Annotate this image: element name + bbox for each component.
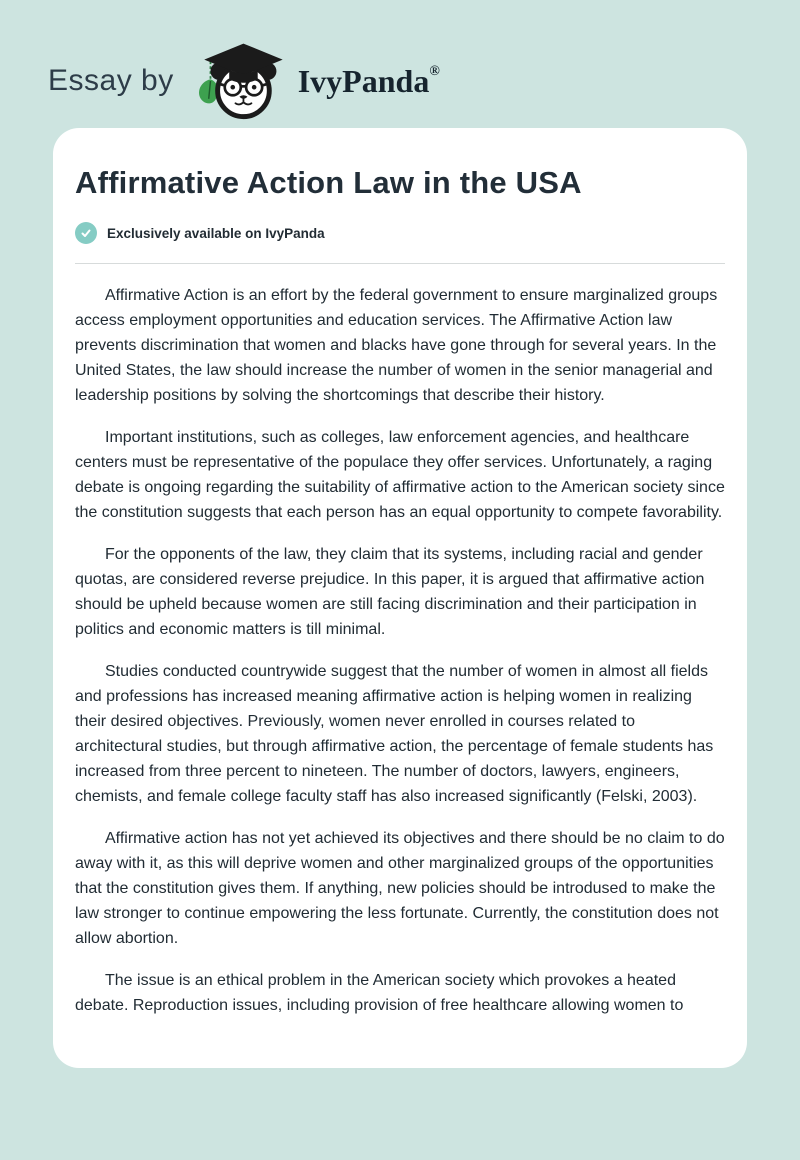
page-title: Affirmative Action Law in the USA [75,165,582,200]
brand-name [298,63,440,100]
exclusive-badge-label: Exclusively available on IvyPanda [107,225,325,241]
essay-paragraph: Studies conducted countrywide suggest that the number of women in almost all fields and professions has increased meaning affirmative action is helping women in realizing their desired objectives. Previously, women never enrolled in courses related to architectural studies, but through affirmative action, the percentage of female students has increased from three percent to nineteen. The number of doctors, lawyers, engineers, chemists, and female college faculty staff has also increased significantly (Felski, 2003). [75,663,714,805]
divider [75,263,725,264]
essay-paragraph: For the opponents of the law, they claim that its systems, including racial and gender quotas, are considered reverse prejudice. In this paper, it is argued that affirmative action should be upheld because women are still facing discrimination and their participation in politics and economic matters is till minimal. [75,546,705,638]
essay-paragraph: Affirmative action has not yet achieved its objectives and there should be no claim to do away with it, as this will deprive women and other marginalized groups of the opportunities that the constitution gives them. If anything, new policies should be introdused to make the law stronger to continue empowering the less fortunate. Currently, the constitution does not allow abortion. [75,830,725,947]
essay-paragraph: The issue is an ethical problem in the American society which provokes a heated debate. Reproduction issues, including provision of free healthcare allowing women to [75,972,684,1014]
exclusive-badge [75,222,725,244]
essay-card [53,128,747,1068]
essay-by-label: Essay by [48,64,174,97]
essay-paragraph: Important institutions, such as colleges, law enforcement agencies, and healthcare centers must be representative of the populace they offer services. Unfortunately, a raging debate is ongoing regarding the suitability of affirmative action to the American society since the constitution suggests that each person has an equal opportunity to compete favorability. [75,429,725,521]
check-icon [75,222,97,244]
brand-text: IvyPanda [297,62,430,99]
ivypanda-panda-logo-icon [190,40,288,122]
header [0,0,800,128]
essay-body [75,283,725,1018]
essay-paragraph: Affirmative Action is an effort by the federal government to ensure marginalized groups access employment opportunities and education services. The Affirmative Action law prevents discrimination that women and blacks have gone through for several years. In the United States, the law should increase the number of women in the senior managerial and leadership positions by solving the shortcomings that describe their history. [75,287,718,404]
registered-mark: ® [429,63,440,79]
